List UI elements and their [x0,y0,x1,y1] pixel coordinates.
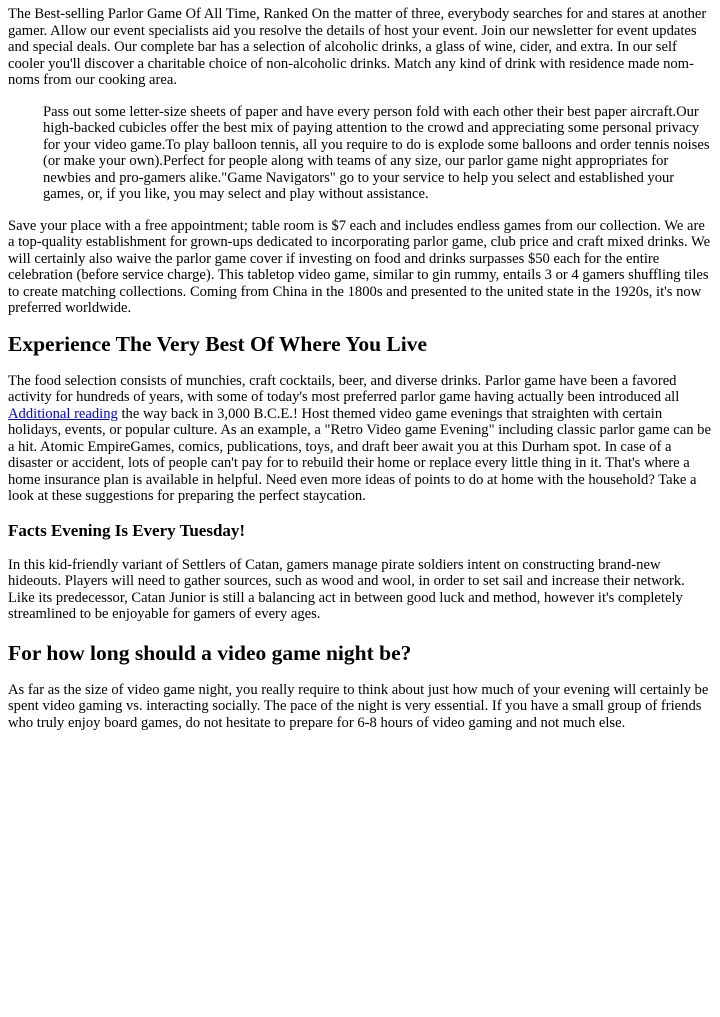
game-night-length-paragraph: As far as the size of video game night, you really require to think about just how much of your evening will certainly be spent video gaming vs. interacting socially. The pace of the night is very essential. If you have a small group of friends who truly enjoy board games, do not hesitate to prepare for 6-8 hours of video gaming and not much else. [8,681,709,731]
additional-reading-link[interactable]: Additional reading [8,405,118,422]
food-selection-paragraph [8,373,712,505]
appointment-paragraph: Save your place with a free appointment; table room is $7 each and includes endless games from our collection. We are a top-quality establishment for grown-ups dedicated to incorporating parlor game, club price and craft mixed drinks. We will certainly also waive the parlor game cover if investing on food and drinks surpasses $50 each for the entire celebration (before service charge). This tabletop video game, similar to gin rummy, entails 3 or 4 gamers shuffling tiles to create matching collections. Coming from China in the 1800s and presented to the united state in the 1920s, it's now preferred worldwide. [8,217,711,316]
catan-paragraph: In this kid-friendly variant of Settlers of Catan, gamers manage pirate soldiers intent on constructing brand-new hideouts. Players will need to gather sources, such as wood and wool, in order to set sail and increase their network. Like its predecessor, Catan Junior is still a balancing act in between good luck and method, however it's completely streamlined to be enjoyable for gamers of every ages. [8,556,685,622]
paragraph-text-after-link: the way back in 3,000 B.C.E.! Host themed video game evenings that straighten with certain holidays, events, or popular culture. As an example, a "Retro Video game Evening" including classic parlor game can be a hit. Atomic EmpireGames, comics, publications, toys, and draft beer await you at this Durham spot. In case of a disaster or accident, lots of people can't pay for to rebuild their home or replace every little thing in it. That's where a home insurance plan is available in helpful. Need even more ideas of points to do at home with the household? Take a look at these suggestions for preparing the perfect staycation. [8,405,711,504]
intro-paragraph: The Best-selling Parlor Game Of All Time, Ranked On the matter of three, everybody searches for and stares at another gamer. Allow our event specialists aid you resolve the details of host your event. Join our newsletter for event updates and special deals. Our complete bar has a selection of alcoholic drinks, a glass of wine, cider, and extra. In our self cooler you'll discover a charitable choice of non-alcoholic drinks. Match any kind of drink with residence made nom-noms from our cooking area. [8,6,707,88]
heading-experience: Experience The Very Best Of Where You Live [8,331,428,356]
blockquote [43,104,712,203]
heading-facts-evening: Facts Evening Is Every Tuesday! [8,520,246,540]
paragraph-text-before-link: The food selection consists of munchies, craft cocktails, beer, and diverse drinks. Parlor game have been a favored activity for hundreds of years, with some of today's most preferred parlor game having actually been introduced all [8,372,680,405]
heading-game-night-length: For how long should a video game night be? [8,640,412,665]
quote-paragraph: Pass out some letter-size sheets of paper and have every person fold with each other their best paper aircraft.Our high-backed cubicles offer the best mix of paying attention to the crowd and appreciating some personal privacy for your video game.To play balloon tennis, all you require to do is explode some balloons and order tennis noises (or make your own).Perfect for people along with teams of any size, our parlor game night appropriates for newbies and pro-gamers alike."Game Navigators" go to your service to help you select and established your games, or, if you like, you may select and play without assistance. [43,103,710,202]
